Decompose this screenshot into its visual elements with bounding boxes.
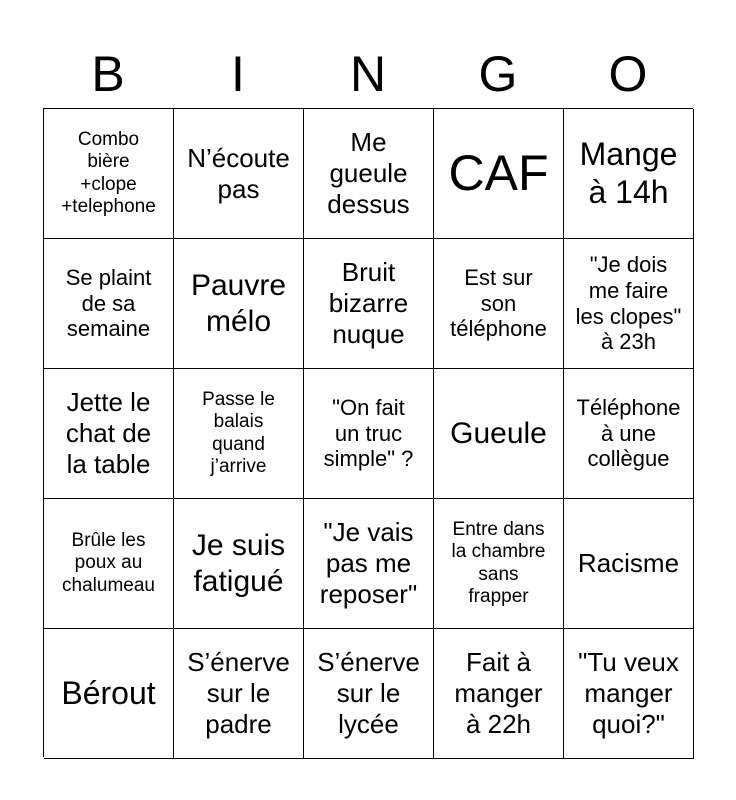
- cell-text: Se plaint de sa semaine: [65, 264, 152, 342]
- cell-text: Bruit bizarre nuque: [328, 257, 409, 349]
- bingo-cell-24[interactable]: [434, 629, 564, 759]
- bingo-cell-17[interactable]: [174, 499, 304, 629]
- cell-text: Est sur son téléphone: [450, 264, 547, 342]
- cell-text: Téléphone à une collègue: [576, 394, 681, 472]
- bingo-cell-12[interactable]: [174, 369, 304, 499]
- bingo-cell-4[interactable]: [434, 109, 564, 239]
- bingo-cell-2[interactable]: [174, 109, 304, 239]
- cell-text: "Tu veux manger quoi?": [578, 647, 679, 739]
- bingo-cell-23[interactable]: [304, 629, 434, 759]
- bingo-cell-13[interactable]: [304, 369, 434, 499]
- cell-text: Je suis fatigué: [191, 529, 286, 598]
- bingo-cell-6[interactable]: [44, 239, 174, 369]
- bingo-cell-8[interactable]: [304, 239, 434, 369]
- bingo-cell-10[interactable]: [564, 239, 694, 369]
- cell-text: CAF: [448, 145, 549, 201]
- header-letter-o: O: [608, 46, 648, 102]
- cell-text: "Je vais pas me reposer": [319, 517, 418, 609]
- bingo-cell-22[interactable]: [174, 629, 304, 759]
- header-letter-g: G: [478, 46, 518, 102]
- cell-text: N’écoute pas: [187, 142, 290, 204]
- header-letter-i: I: [231, 46, 245, 102]
- bingo-cell-1[interactable]: [44, 109, 174, 239]
- bingo-cell-18[interactable]: [304, 499, 434, 629]
- bingo-grid: [43, 108, 693, 757]
- bingo-cell-20[interactable]: [564, 499, 694, 629]
- bingo-cell-11[interactable]: [44, 369, 174, 499]
- header-letter-n: N: [349, 46, 387, 102]
- cell-text: Me gueule dessus: [327, 127, 410, 219]
- cell-text: Entre dans la chambre sans frapper: [451, 518, 546, 607]
- cell-text: Combo bière +clope +telephone: [61, 128, 156, 217]
- cell-text: Gueule: [450, 416, 547, 450]
- cell-text: S’énerve sur le lycée: [317, 647, 420, 739]
- bingo-cell-3[interactable]: [304, 109, 434, 239]
- cell-text: "On fait un truc simple" ?: [323, 394, 414, 472]
- bingo-cell-19[interactable]: [434, 499, 564, 629]
- bingo-cell-25[interactable]: [564, 629, 694, 759]
- cell-text: Mange à 14h: [579, 135, 678, 210]
- bingo-cell-14[interactable]: [434, 369, 564, 499]
- header-letter-b: B: [91, 46, 125, 102]
- bingo-cell-16[interactable]: [44, 499, 174, 629]
- cell-text: Passe le balais quand j’arrive: [202, 388, 275, 477]
- bingo-cell-5[interactable]: [564, 109, 694, 239]
- cell-text: Pauvre mélo: [190, 269, 287, 338]
- cell-text: Bérout: [61, 674, 156, 711]
- bingo-header: [43, 44, 693, 104]
- bingo-cell-15[interactable]: [564, 369, 694, 499]
- cell-text: Jette le chat de la table: [65, 387, 152, 479]
- bingo-cell-7[interactable]: [174, 239, 304, 369]
- cell-text: "Je dois me faire les clopes" à 23h: [575, 251, 682, 355]
- bingo-cell-9[interactable]: [434, 239, 564, 369]
- cell-text: S’énerve sur le padre: [187, 647, 290, 739]
- bingo-cell-21[interactable]: [44, 629, 174, 759]
- cell-text: Brûle les poux au chalumeau: [62, 529, 155, 596]
- cell-text: Racisme: [577, 548, 680, 579]
- cell-text: Fait à manger à 22h: [454, 647, 543, 739]
